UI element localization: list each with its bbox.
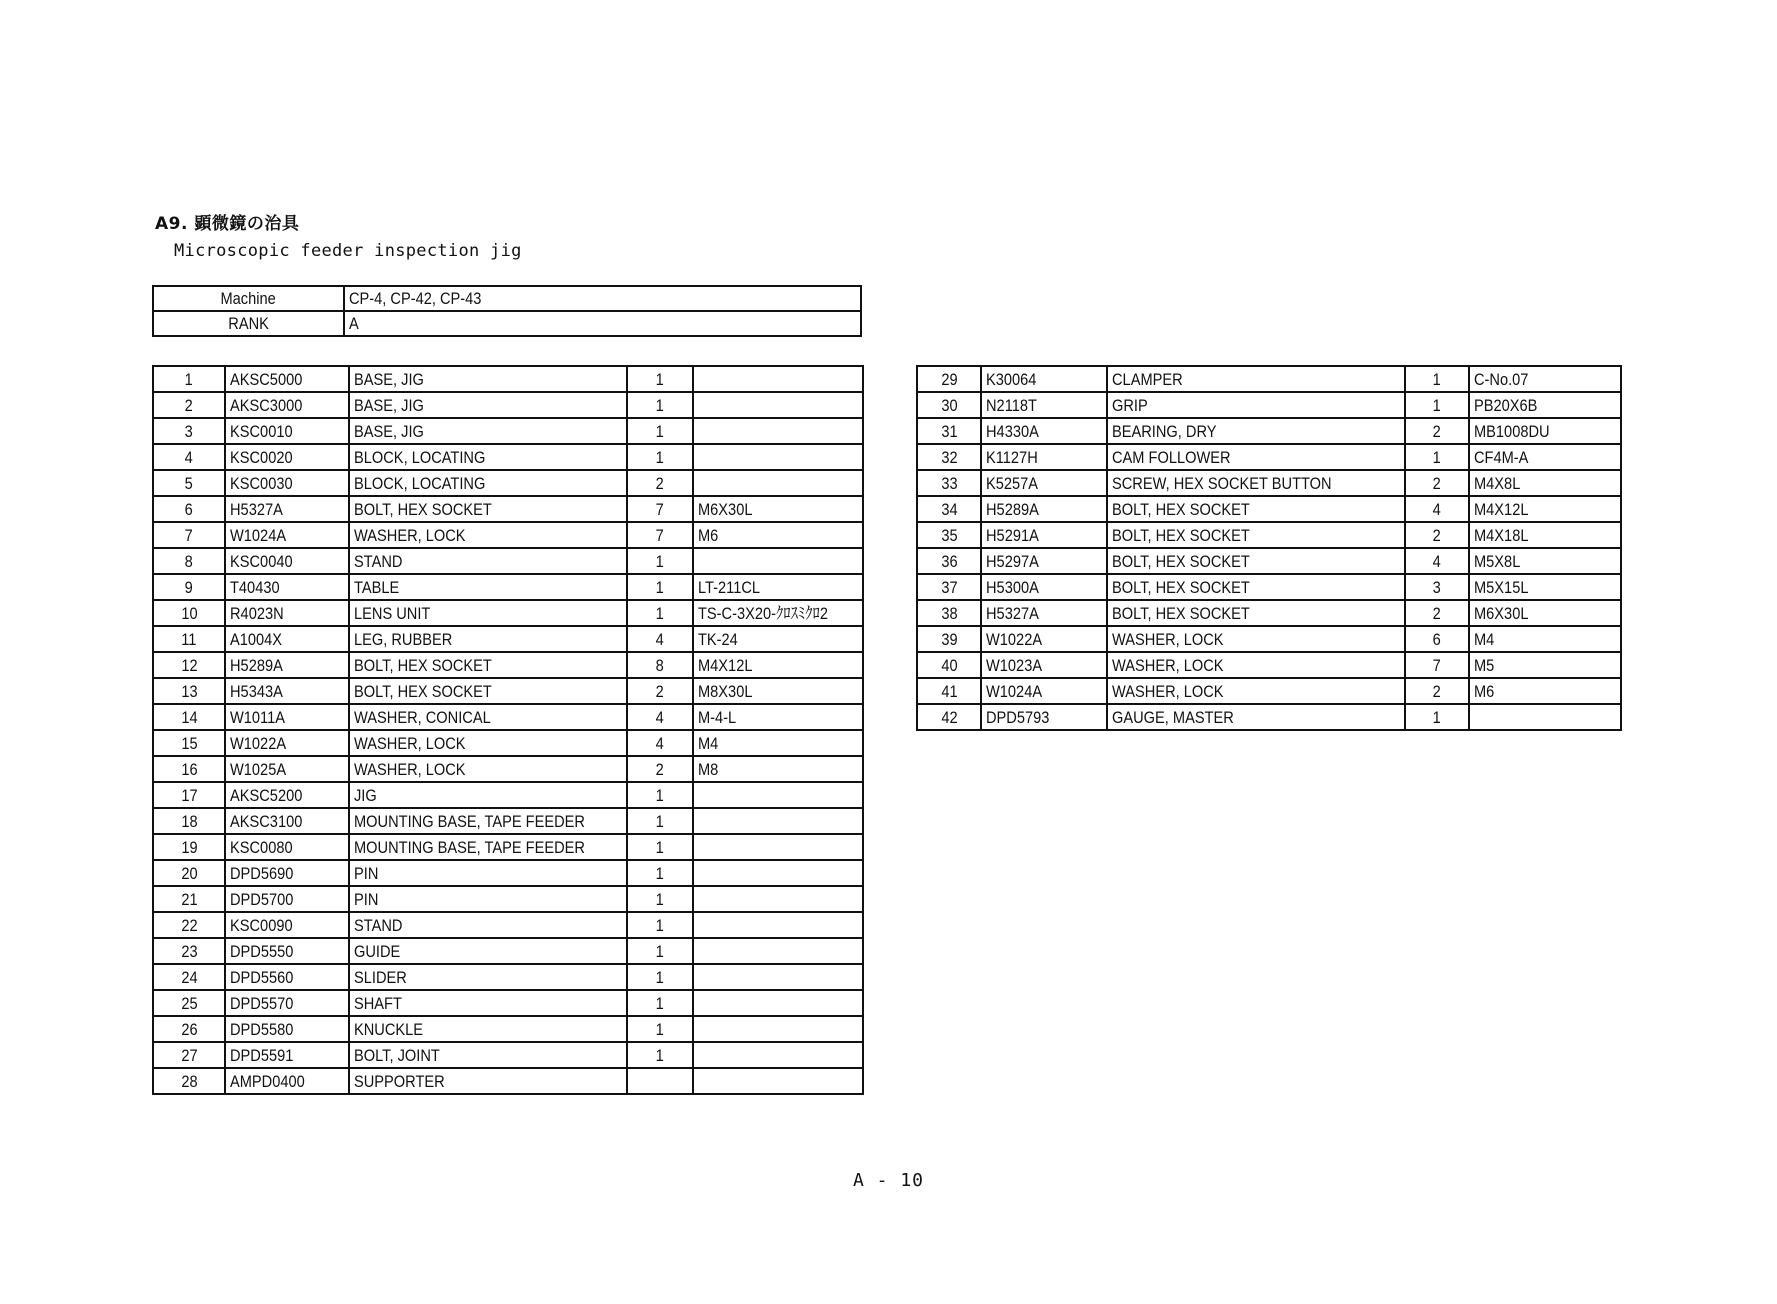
table-row — [153, 1042, 863, 1068]
rank-row — [153, 311, 861, 336]
specification-cell: M4 — [1469, 626, 1621, 652]
specification-cell — [693, 860, 863, 886]
specification-cell: M8X30L — [693, 678, 863, 704]
part-name-cell: WASHER, LOCK — [349, 730, 627, 756]
part-name-cell: CAM FOLLOWER — [1107, 444, 1405, 470]
quantity-cell: 7 — [627, 522, 693, 548]
table-row — [153, 756, 863, 782]
specification-cell: M5X15L — [1469, 574, 1621, 600]
specification-cell — [693, 964, 863, 990]
part-name-cell: SHAFT — [349, 990, 627, 1016]
item-number-cell: 20 — [153, 860, 225, 886]
item-number-cell: 18 — [153, 808, 225, 834]
table-row — [917, 626, 1621, 652]
machine-row — [153, 286, 861, 311]
item-number-cell: 11 — [153, 626, 225, 652]
specification-cell — [693, 418, 863, 444]
quantity-cell: 7 — [1405, 652, 1469, 678]
item-number-cell: 13 — [153, 678, 225, 704]
part-number-cell: AKSC5200 — [225, 782, 349, 808]
part-name-cell: GAUGE, MASTER — [1107, 704, 1405, 730]
item-number-cell: 34 — [917, 496, 981, 522]
table-row — [153, 886, 863, 912]
section-subheading: Microscopic feeder inspection jig — [174, 241, 522, 261]
specification-cell — [693, 808, 863, 834]
item-number-cell: 29 — [917, 366, 981, 392]
quantity-cell: 1 — [627, 990, 693, 1016]
part-name-cell: WASHER, LOCK — [349, 756, 627, 782]
item-number-cell: 22 — [153, 912, 225, 938]
part-number-cell: H4330A — [981, 418, 1107, 444]
part-number-cell: DPD5591 — [225, 1042, 349, 1068]
parts-table-right — [916, 365, 1622, 731]
item-number-cell: 12 — [153, 652, 225, 678]
rank-value: A — [344, 311, 861, 336]
item-number-cell: 10 — [153, 600, 225, 626]
quantity-cell: 1 — [1405, 392, 1469, 418]
table-row — [153, 496, 863, 522]
item-number-cell: 30 — [917, 392, 981, 418]
item-number-cell: 38 — [917, 600, 981, 626]
part-name-cell: MOUNTING BASE, TAPE FEEDER — [349, 808, 627, 834]
part-number-cell: DPD5793 — [981, 704, 1107, 730]
table-row — [153, 834, 863, 860]
table-row — [917, 522, 1621, 548]
table-row — [917, 366, 1621, 392]
specification-cell: M6X30L — [1469, 600, 1621, 626]
part-name-cell: BOLT, HEX SOCKET — [349, 652, 627, 678]
part-name-cell: BOLT, HEX SOCKET — [1107, 496, 1405, 522]
part-number-cell: DPD5570 — [225, 990, 349, 1016]
item-number-cell: 32 — [917, 444, 981, 470]
table-row — [153, 782, 863, 808]
item-number-cell: 27 — [153, 1042, 225, 1068]
part-number-cell: DPD5560 — [225, 964, 349, 990]
table-row — [153, 678, 863, 704]
quantity-cell: 2 — [1405, 470, 1469, 496]
item-number-cell: 9 — [153, 574, 225, 600]
quantity-cell: 8 — [627, 652, 693, 678]
table-row — [153, 600, 863, 626]
table-row — [917, 470, 1621, 496]
table-row — [153, 912, 863, 938]
part-number-cell: AMPD0400 — [225, 1068, 349, 1094]
quantity-cell: 2 — [1405, 600, 1469, 626]
item-number-cell: 3 — [153, 418, 225, 444]
item-number-cell: 2 — [153, 392, 225, 418]
section-heading: A9. 顕微鏡の治具 — [155, 214, 300, 234]
page-number: A - 10 — [852, 1170, 925, 1191]
quantity-cell: 7 — [627, 496, 693, 522]
part-number-cell: W1024A — [981, 678, 1107, 704]
part-number-cell: KSC0080 — [225, 834, 349, 860]
item-number-cell: 23 — [153, 938, 225, 964]
specification-cell: M6 — [693, 522, 863, 548]
parts-table-left — [152, 365, 864, 1095]
part-name-cell: CLAMPER — [1107, 366, 1405, 392]
specification-cell — [693, 834, 863, 860]
item-number-cell: 37 — [917, 574, 981, 600]
part-name-cell: LEG, RUBBER — [349, 626, 627, 652]
item-number-cell: 14 — [153, 704, 225, 730]
item-number-cell: 16 — [153, 756, 225, 782]
part-number-cell: W1011A — [225, 704, 349, 730]
table-row — [153, 730, 863, 756]
item-number-cell: 5 — [153, 470, 225, 496]
quantity-cell: 4 — [627, 730, 693, 756]
item-number-cell: 28 — [153, 1068, 225, 1094]
specification-cell: LT-211CL — [693, 574, 863, 600]
item-number-cell: 40 — [917, 652, 981, 678]
table-row — [917, 574, 1621, 600]
quantity-cell: 2 — [1405, 418, 1469, 444]
part-name-cell: BASE, JIG — [349, 418, 627, 444]
table-row — [917, 548, 1621, 574]
quantity-cell: 1 — [627, 444, 693, 470]
item-number-cell: 19 — [153, 834, 225, 860]
part-name-cell: STAND — [349, 548, 627, 574]
table-row — [917, 418, 1621, 444]
specification-cell: M4 — [693, 730, 863, 756]
part-name-cell: BOLT, HEX SOCKET — [1107, 522, 1405, 548]
item-number-cell: 24 — [153, 964, 225, 990]
part-name-cell: BLOCK, LOCATING — [349, 470, 627, 496]
part-name-cell: WASHER, CONICAL — [349, 704, 627, 730]
part-number-cell: H5289A — [225, 652, 349, 678]
quantity-cell: 1 — [627, 600, 693, 626]
machine-value: CP-4, CP-42, CP-43 — [344, 286, 861, 311]
rank-label: RANK — [153, 311, 344, 336]
table-row — [153, 470, 863, 496]
specification-cell — [693, 548, 863, 574]
part-number-cell: DPD5690 — [225, 860, 349, 886]
part-number-cell: R4023N — [225, 600, 349, 626]
table-row — [153, 938, 863, 964]
quantity-cell: 1 — [627, 886, 693, 912]
part-name-cell: BASE, JIG — [349, 366, 627, 392]
table-row — [917, 678, 1621, 704]
quantity-cell: 4 — [1405, 496, 1469, 522]
part-name-cell: BOLT, HEX SOCKET — [1107, 600, 1405, 626]
part-number-cell: DPD5700 — [225, 886, 349, 912]
part-number-cell: H5291A — [981, 522, 1107, 548]
part-number-cell: AKSC3100 — [225, 808, 349, 834]
part-number-cell: H5343A — [225, 678, 349, 704]
specification-cell — [693, 470, 863, 496]
part-name-cell: JIG — [349, 782, 627, 808]
table-row — [917, 704, 1621, 730]
part-number-cell: N2118T — [981, 392, 1107, 418]
part-number-cell: DPD5550 — [225, 938, 349, 964]
quantity-cell: 1 — [627, 1042, 693, 1068]
part-name-cell: GRIP — [1107, 392, 1405, 418]
part-number-cell: W1023A — [981, 652, 1107, 678]
specification-cell — [693, 1042, 863, 1068]
specification-cell — [693, 912, 863, 938]
part-number-cell: KSC0010 — [225, 418, 349, 444]
part-name-cell: BOLT, HEX SOCKET — [1107, 548, 1405, 574]
part-name-cell: WASHER, LOCK — [1107, 652, 1405, 678]
item-number-cell: 7 — [153, 522, 225, 548]
part-name-cell: BLOCK, LOCATING — [349, 444, 627, 470]
table-row — [153, 1016, 863, 1042]
part-number-cell: KSC0020 — [225, 444, 349, 470]
item-number-cell: 42 — [917, 704, 981, 730]
part-number-cell: A1004X — [225, 626, 349, 652]
part-name-cell: MOUNTING BASE, TAPE FEEDER — [349, 834, 627, 860]
item-number-cell: 26 — [153, 1016, 225, 1042]
table-row — [153, 548, 863, 574]
part-number-cell: H5297A — [981, 548, 1107, 574]
quantity-cell: 1 — [627, 418, 693, 444]
quantity-cell — [627, 1068, 693, 1094]
machine-info-table — [152, 285, 862, 337]
specification-cell: M4X12L — [1469, 496, 1621, 522]
item-number-cell: 6 — [153, 496, 225, 522]
table-row — [153, 522, 863, 548]
quantity-cell: 6 — [1405, 626, 1469, 652]
quantity-cell: 1 — [627, 860, 693, 886]
specification-cell: M6X30L — [693, 496, 863, 522]
part-name-cell: KNUCKLE — [349, 1016, 627, 1042]
quantity-cell: 1 — [1405, 366, 1469, 392]
table-row — [917, 392, 1621, 418]
specification-cell: M4X12L — [693, 652, 863, 678]
part-number-cell: AKSC5000 — [225, 366, 349, 392]
table-row — [917, 652, 1621, 678]
item-number-cell: 31 — [917, 418, 981, 444]
part-number-cell: H5300A — [981, 574, 1107, 600]
quantity-cell: 1 — [627, 392, 693, 418]
specification-cell: M5X8L — [1469, 548, 1621, 574]
part-name-cell: SLIDER — [349, 964, 627, 990]
quantity-cell: 2 — [627, 756, 693, 782]
table-row — [153, 626, 863, 652]
item-number-cell: 41 — [917, 678, 981, 704]
part-number-cell: H5289A — [981, 496, 1107, 522]
part-name-cell: BOLT, JOINT — [349, 1042, 627, 1068]
quantity-cell: 1 — [627, 574, 693, 600]
item-number-cell: 33 — [917, 470, 981, 496]
quantity-cell: 2 — [627, 470, 693, 496]
quantity-cell: 2 — [627, 678, 693, 704]
part-number-cell: H5327A — [225, 496, 349, 522]
part-name-cell: GUIDE — [349, 938, 627, 964]
specification-cell — [693, 444, 863, 470]
part-number-cell: KSC0040 — [225, 548, 349, 574]
table-row — [917, 496, 1621, 522]
quantity-cell: 4 — [1405, 548, 1469, 574]
part-name-cell: BASE, JIG — [349, 392, 627, 418]
quantity-cell: 1 — [627, 912, 693, 938]
table-row — [153, 574, 863, 600]
part-name-cell: BOLT, HEX SOCKET — [1107, 574, 1405, 600]
specification-cell: CF4M-A — [1469, 444, 1621, 470]
part-name-cell: BOLT, HEX SOCKET — [349, 678, 627, 704]
part-number-cell: K5257A — [981, 470, 1107, 496]
specification-cell — [693, 1068, 863, 1094]
specification-cell: M4X18L — [1469, 522, 1621, 548]
specification-cell: MB1008DU — [1469, 418, 1621, 444]
table-row — [153, 392, 863, 418]
quantity-cell: 2 — [1405, 522, 1469, 548]
specification-cell — [693, 990, 863, 1016]
quantity-cell: 1 — [1405, 444, 1469, 470]
item-number-cell: 25 — [153, 990, 225, 1016]
item-number-cell: 4 — [153, 444, 225, 470]
part-number-cell: K1127H — [981, 444, 1107, 470]
table-row — [153, 964, 863, 990]
part-number-cell: H5327A — [981, 600, 1107, 626]
part-name-cell: LENS UNIT — [349, 600, 627, 626]
item-number-cell: 8 — [153, 548, 225, 574]
part-number-cell: W1022A — [981, 626, 1107, 652]
part-number-cell: KSC0030 — [225, 470, 349, 496]
table-row — [153, 860, 863, 886]
quantity-cell: 1 — [627, 938, 693, 964]
table-row — [153, 444, 863, 470]
specification-cell: TS-C-3X20-ｸﾛｽﾐｸﾛ2 — [693, 600, 863, 626]
table-row — [153, 704, 863, 730]
part-name-cell: SUPPORTER — [349, 1068, 627, 1094]
quantity-cell: 1 — [627, 808, 693, 834]
part-number-cell: W1025A — [225, 756, 349, 782]
part-name-cell: STAND — [349, 912, 627, 938]
part-name-cell: BOLT, HEX SOCKET — [349, 496, 627, 522]
part-number-cell: AKSC3000 — [225, 392, 349, 418]
specification-cell: M6 — [1469, 678, 1621, 704]
quantity-cell: 1 — [627, 548, 693, 574]
quantity-cell: 2 — [1405, 678, 1469, 704]
specification-cell: TK-24 — [693, 626, 863, 652]
table-row — [153, 652, 863, 678]
specification-cell — [693, 1016, 863, 1042]
specification-cell: M8 — [693, 756, 863, 782]
specification-cell — [693, 392, 863, 418]
quantity-cell: 1 — [627, 834, 693, 860]
machine-label: Machine — [153, 286, 344, 311]
part-name-cell: PIN — [349, 860, 627, 886]
quantity-cell: 4 — [627, 704, 693, 730]
part-number-cell: T40430 — [225, 574, 349, 600]
specification-cell — [693, 782, 863, 808]
item-number-cell: 36 — [917, 548, 981, 574]
table-row — [153, 1068, 863, 1094]
specification-cell — [693, 366, 863, 392]
item-number-cell: 1 — [153, 366, 225, 392]
quantity-cell: 1 — [627, 366, 693, 392]
part-number-cell: K30064 — [981, 366, 1107, 392]
quantity-cell: 1 — [1405, 704, 1469, 730]
quantity-cell: 1 — [627, 1016, 693, 1042]
table-row — [153, 990, 863, 1016]
quantity-cell: 1 — [627, 782, 693, 808]
specification-cell: M4X8L — [1469, 470, 1621, 496]
quantity-cell: 4 — [627, 626, 693, 652]
item-number-cell: 17 — [153, 782, 225, 808]
specification-cell: C-No.07 — [1469, 366, 1621, 392]
quantity-cell: 3 — [1405, 574, 1469, 600]
specification-cell — [693, 938, 863, 964]
part-name-cell: SCREW, HEX SOCKET BUTTON — [1107, 470, 1405, 496]
part-name-cell: WASHER, LOCK — [349, 522, 627, 548]
table-row — [917, 444, 1621, 470]
part-number-cell: DPD5580 — [225, 1016, 349, 1042]
item-number-cell: 21 — [153, 886, 225, 912]
specification-cell: M5 — [1469, 652, 1621, 678]
item-number-cell: 39 — [917, 626, 981, 652]
part-number-cell: KSC0090 — [225, 912, 349, 938]
part-name-cell: TABLE — [349, 574, 627, 600]
table-row — [153, 418, 863, 444]
part-number-cell: W1022A — [225, 730, 349, 756]
quantity-cell: 1 — [627, 964, 693, 990]
part-name-cell: PIN — [349, 886, 627, 912]
table-row — [153, 808, 863, 834]
part-number-cell: W1024A — [225, 522, 349, 548]
table-row — [917, 600, 1621, 626]
specification-cell: PB20X6B — [1469, 392, 1621, 418]
item-number-cell: 35 — [917, 522, 981, 548]
specification-cell — [693, 886, 863, 912]
part-name-cell: WASHER, LOCK — [1107, 626, 1405, 652]
specification-cell: M-4-L — [693, 704, 863, 730]
item-number-cell: 15 — [153, 730, 225, 756]
specification-cell — [1469, 704, 1621, 730]
part-name-cell: BEARING, DRY — [1107, 418, 1405, 444]
table-row — [153, 366, 863, 392]
part-name-cell: WASHER, LOCK — [1107, 678, 1405, 704]
